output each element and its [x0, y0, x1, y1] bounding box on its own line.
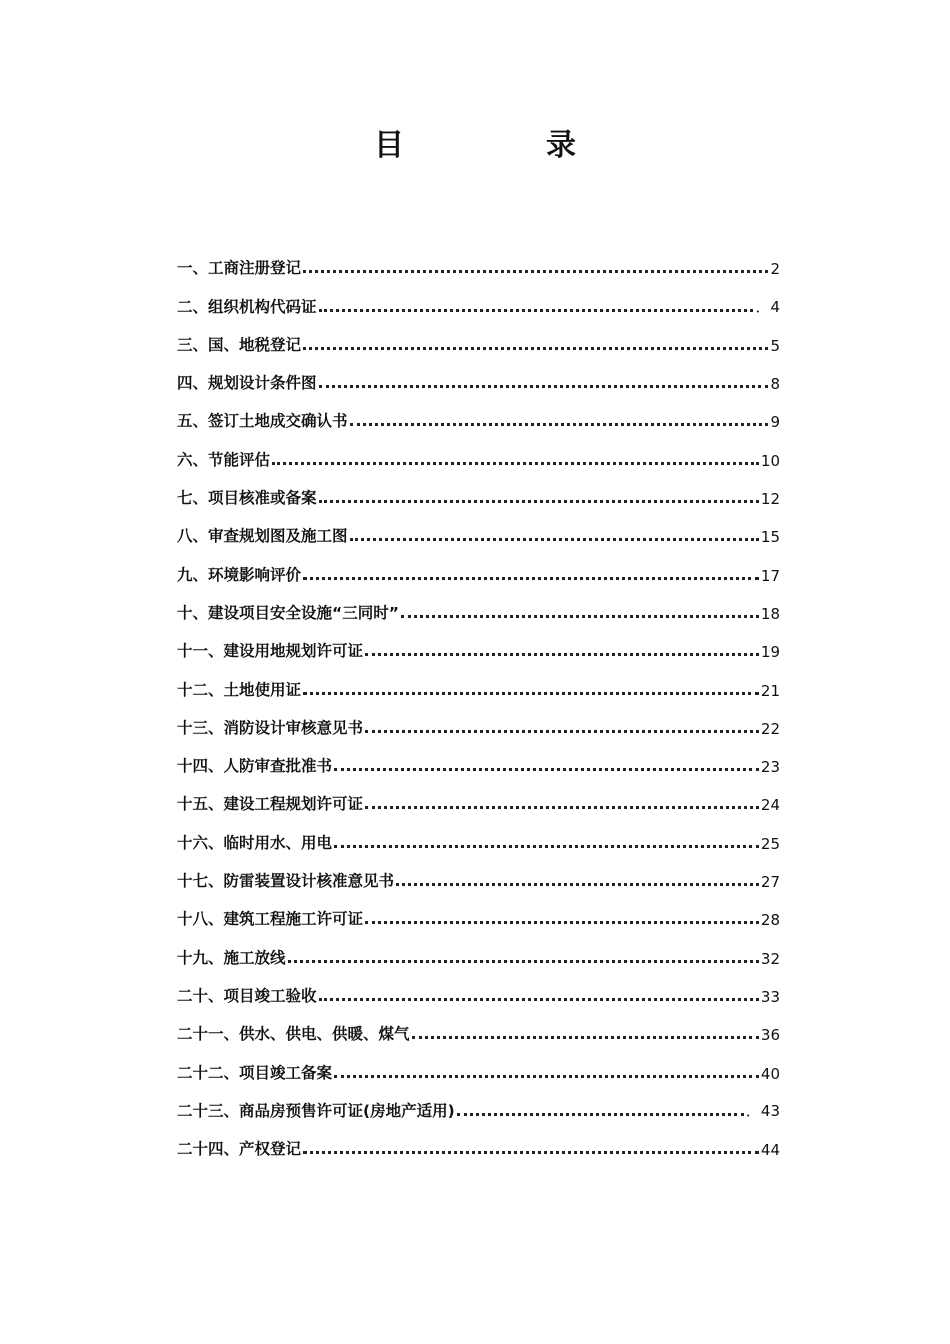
- dot-leader: [396, 883, 759, 886]
- toc-entry-page-number: 8: [770, 375, 780, 394]
- dot-leader: [334, 1075, 759, 1078]
- toc-entry-page-number: 44: [760, 1141, 780, 1160]
- toc-entry[interactable]: [177, 1083, 780, 1121]
- toc-entry-page-number: 19: [760, 643, 780, 662]
- toc-entry-page-number: ．43: [745, 1101, 780, 1120]
- dot-leader: [350, 538, 759, 541]
- toc-entry-page-number: 12: [760, 490, 780, 509]
- dot-leader: [319, 309, 754, 312]
- dot-leader: [350, 423, 769, 426]
- dot-leader: [457, 1113, 744, 1116]
- toc-entry-page-number: 9: [770, 413, 780, 432]
- toc-entry-label: 二十、项目竣工验收: [177, 986, 317, 1005]
- toc-entry[interactable]: [177, 585, 780, 623]
- toc-entry-label: 二、组织机构代码证: [177, 297, 317, 316]
- toc-entry[interactable]: [177, 278, 780, 316]
- toc-entry-page-number: 2: [770, 260, 780, 279]
- toc-entry-label: 十九、施工放线: [177, 948, 286, 967]
- toc-entry[interactable]: [177, 470, 780, 508]
- toc-entry-page-number: 15: [760, 528, 780, 547]
- toc-entry-label: 五、签订土地成交确认书: [177, 412, 348, 431]
- toc-entry-page-number: 18: [760, 604, 780, 623]
- toc-entry[interactable]: [177, 1006, 780, 1044]
- dot-leader: [365, 921, 759, 924]
- toc-entry-page-number: ．4: [755, 297, 780, 316]
- toc-entry-label: 十四、人防审查批准书: [177, 757, 333, 776]
- toc-entry-page-number: 17: [760, 566, 780, 585]
- dot-leader: [303, 692, 759, 695]
- toc-entry-page-number: 25: [760, 834, 780, 853]
- toc-entry-page-number: 21: [760, 681, 780, 700]
- toc-entry-label: 十、建设项目安全设施“三同时”: [177, 603, 399, 622]
- toc-entry-label: 一、工商注册登记: [177, 259, 302, 278]
- dot-leader: [365, 806, 759, 809]
- toc-entry-label: 九、环境影响评价: [177, 565, 302, 584]
- dot-leader: [319, 385, 769, 388]
- toc-entry[interactable]: [177, 776, 780, 814]
- toc-entry-label: 二十四、产权登记: [177, 1140, 302, 1159]
- toc-entry-label: 十二、土地使用证: [177, 680, 302, 699]
- dot-leader: [334, 845, 759, 848]
- toc-entry[interactable]: [177, 508, 780, 546]
- toc-entry-label: 二十一、供水、供电、供暖、煤气: [177, 1025, 410, 1044]
- dot-leader: [334, 768, 759, 771]
- toc-entry-page-number: 23: [760, 758, 780, 777]
- dot-leader: [303, 577, 759, 580]
- toc-entry[interactable]: [177, 240, 780, 278]
- toc-entry-label: 十一、建设用地规划许可证: [177, 642, 364, 661]
- toc-entry[interactable]: [177, 317, 780, 355]
- toc-entry-page-number: 10: [760, 451, 780, 470]
- dot-leader: [365, 730, 759, 733]
- toc-entry[interactable]: [177, 929, 780, 967]
- toc-entry-label: 十六、临时用水、用电: [177, 833, 333, 852]
- toc-entry[interactable]: [177, 738, 780, 776]
- toc-entry-page-number: 36: [760, 1026, 780, 1045]
- toc-entry[interactable]: [177, 891, 780, 929]
- toc-entry[interactable]: [177, 968, 780, 1006]
- toc-entry-page-number: 28: [760, 911, 780, 930]
- toc-entry-label: 十三、消防设计审核意见书: [177, 718, 364, 737]
- dot-leader: [272, 462, 759, 465]
- toc-entry-label: 六、节能评估: [177, 450, 271, 469]
- toc-entry-page-number: 5: [770, 336, 780, 355]
- toc-entry-label: 八、审查规划图及施工图: [177, 527, 348, 546]
- dot-leader: [303, 1151, 759, 1154]
- toc-entry-page-number: 33: [760, 987, 780, 1006]
- toc-entry-page-number: 32: [760, 949, 780, 968]
- dot-leader: [319, 500, 759, 503]
- dot-leader: [365, 653, 759, 656]
- dot-leader: [412, 1036, 759, 1039]
- dot-leader: [319, 998, 759, 1001]
- toc-entry-label: 十五、建设工程规划许可证: [177, 795, 364, 814]
- dot-leader: [288, 960, 759, 963]
- toc-entry[interactable]: [177, 623, 780, 661]
- dot-leader: [303, 270, 768, 273]
- toc-entry-label: 十八、建筑工程施工许可证: [177, 910, 364, 929]
- dot-leader: [303, 347, 768, 350]
- toc-entry[interactable]: [177, 355, 780, 393]
- dot-leader: [401, 615, 759, 618]
- toc-entry[interactable]: [177, 546, 780, 584]
- toc-entry-page-number: 27: [760, 873, 780, 892]
- table-of-contents: [177, 240, 780, 1159]
- toc-entry[interactable]: [177, 661, 780, 699]
- toc-entry-page-number: 40: [760, 1064, 780, 1083]
- toc-entry-page-number: 24: [760, 796, 780, 815]
- toc-entry-label: 四、规划设计条件图: [177, 374, 317, 393]
- toc-entry[interactable]: [177, 853, 780, 891]
- toc-entry[interactable]: [177, 1044, 780, 1082]
- toc-entry-label: 二十二、项目竣工备案: [177, 1063, 333, 1082]
- toc-entry[interactable]: [177, 1121, 780, 1159]
- toc-entry[interactable]: [177, 431, 780, 469]
- toc-entry[interactable]: [177, 814, 780, 852]
- page-title: 目 录: [374, 128, 632, 163]
- toc-entry[interactable]: [177, 393, 780, 431]
- toc-entry[interactable]: [177, 700, 780, 738]
- toc-entry-label: 七、项目核准或备案: [177, 489, 317, 508]
- toc-entry-label: 二十三、商品房预售许可证(房地产适用): [177, 1101, 455, 1120]
- toc-entry-page-number: 22: [760, 719, 780, 738]
- toc-entry-label: 十七、防雷装置设计核准意见书: [177, 872, 395, 891]
- toc-entry-label: 三、国、地税登记: [177, 335, 302, 354]
